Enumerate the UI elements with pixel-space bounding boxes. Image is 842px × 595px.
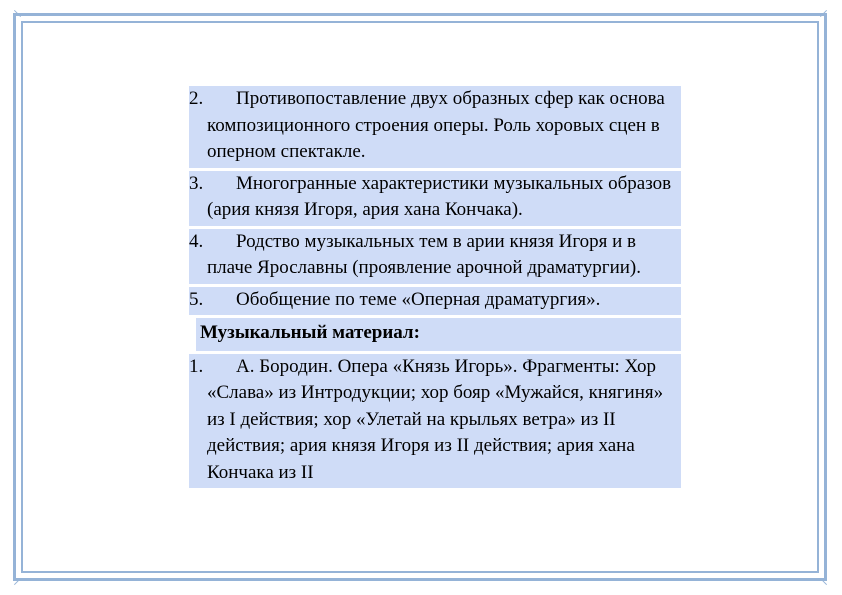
list-item-number: 5.: [189, 288, 204, 310]
list-item: [189, 354, 681, 489]
section-heading: Музыкальный материал:: [196, 318, 681, 351]
list-item: [189, 229, 681, 284]
list-item-number: 4.: [189, 230, 204, 252]
list-item-text: Противопоставление двух образных сфер как основа композиционного строения оперы. Роль хоровых сцен в оперном спектакле.: [207, 88, 665, 162]
list-item-text: Обобщение по теме «Оперная драматургия».: [236, 288, 601, 310]
list-item: [189, 287, 681, 316]
list-item: [189, 171, 681, 226]
list-item-text: Многогранные характеристики музыкальных образов (ария князя Игоря, ария хана Кончака).: [207, 172, 672, 220]
content-text: [189, 86, 681, 491]
list-item: [189, 86, 681, 168]
list-item-text: Родство музыкальных тем в арии князя Игоря и в плаче Ярославны (проявление арочной драматургии).: [207, 230, 642, 278]
list-item-text: А. Бородин. Опера «Князь Игорь». Фрагменты: Хор «Слава» из Интродукции; хор бояр «Мужайся, княгиня» из I действия; хор «Улетай на крыльях ветра» из II действия; ария князя Игоря из II действия; ария хана Кончака из II: [207, 355, 664, 483]
list-item-number: 1.: [189, 355, 204, 377]
list-item-number: 2.: [189, 88, 204, 109]
list-item-number: 3.: [189, 172, 204, 194]
